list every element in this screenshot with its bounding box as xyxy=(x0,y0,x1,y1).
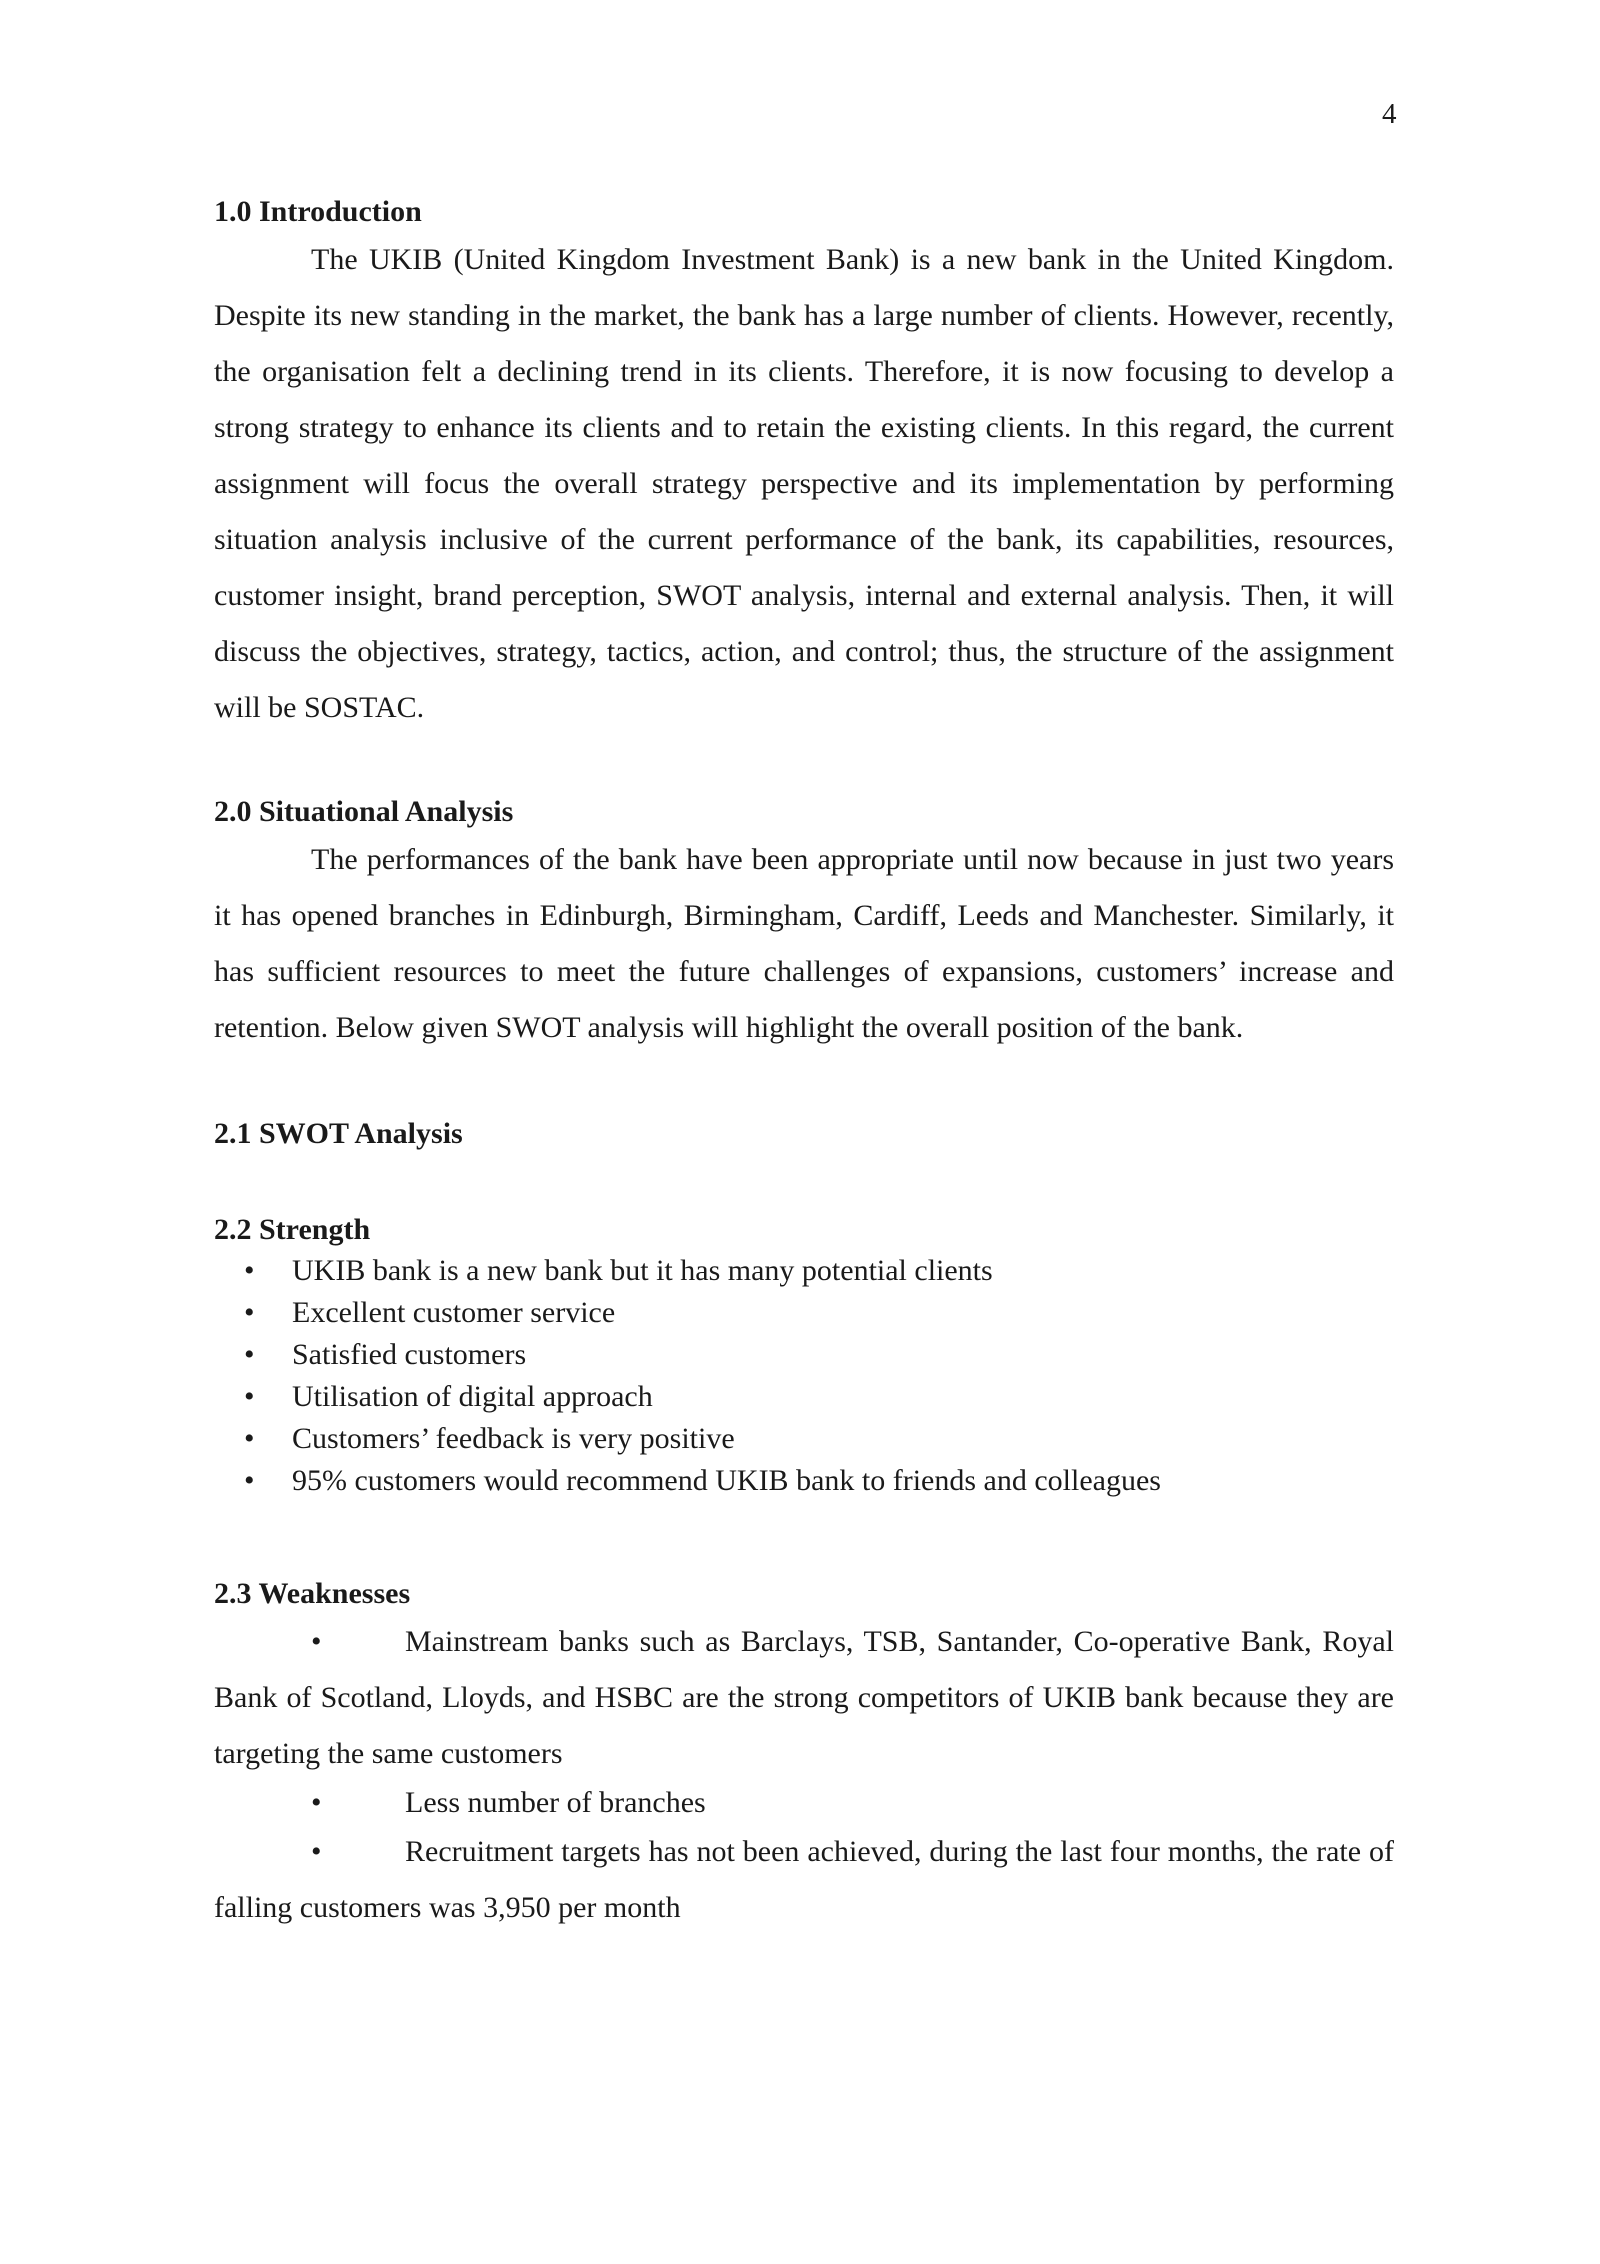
situational-paragraph: The performances of the bank have been appropriate until now because in just two years it has opened branches in Edinburgh, Birmingham, Cardiff, Leeds and Manchester. Similarly, it has sufficient resources to meet the future challenges of expansions, customers’ increase and retention. Below given SWOT analysis will highlight the overall position of the bank. xyxy=(214,843,1394,1044)
weaknesses-heading: 2.3 Weaknesses xyxy=(214,1577,411,1610)
bullet-icon: • xyxy=(311,1625,322,1658)
list-item xyxy=(214,1376,1394,1418)
strength-heading: 2.2 Strength xyxy=(214,1213,371,1246)
list-item xyxy=(214,1460,1394,1502)
swot-heading: 2.1 SWOT Analysis xyxy=(214,1117,463,1150)
bullet-icon: • xyxy=(244,1254,255,1287)
bullet-icon: • xyxy=(244,1422,255,1455)
page-number: 4 xyxy=(1382,98,1397,130)
document-body xyxy=(214,192,1394,1936)
spacer xyxy=(214,1502,1394,1574)
spacer xyxy=(214,1154,1394,1210)
spacer xyxy=(214,1056,1394,1114)
bullet-icon: • xyxy=(311,1835,322,1868)
situational-heading: 2.0 Situational Analysis xyxy=(214,795,514,828)
bullet-icon: • xyxy=(244,1338,255,1371)
list-item xyxy=(214,1334,1394,1376)
strength-item-text: UKIB bank is a new bank but it has many potential clients xyxy=(292,1254,993,1287)
strength-item-text: 95% customers would recommend UKIB bank to friends and colleagues xyxy=(292,1464,1161,1497)
bullet-icon: • xyxy=(244,1296,255,1329)
strength-item-text: Utilisation of digital approach xyxy=(292,1380,653,1413)
weakness-item xyxy=(214,1824,1394,1936)
weakness-item xyxy=(214,1782,1394,1824)
intro-heading: 1.0 Introduction xyxy=(214,195,422,228)
weakness-item-text: Mainstream banks such as Barclays, TSB, Santander, Co-operative Bank, Royal Bank of Scotland, Lloyds, and HSBC are the strong competitors of UKIB bank because they are targeting the same customers xyxy=(214,1625,1394,1770)
bullet-icon: • xyxy=(244,1380,255,1413)
intro-paragraph: The UKIB (United Kingdom Investment Bank) is a new bank in the United Kingdom. Despite its new standing in the market, the bank has a large number of clients. However, recently, the organisation felt a declining trend in its clients. Therefore, it is now focusing to develop a strong strategy to enhance its clients and to retain the existing clients. In this regard, the current assignment will focus the overall strategy perspective and its implementation by performing situation analysis inclusive of the current performance of the bank, its capabilities, resources, customer insight, brand perception, SWOT analysis, internal and external analysis. Then, it will discuss the objectives, strategy, tactics, action, and control; thus, the structure of the assignment will be SOSTAC. xyxy=(214,243,1394,724)
bullet-icon: • xyxy=(244,1464,255,1497)
weakness-item xyxy=(214,1614,1394,1782)
list-item xyxy=(214,1418,1394,1460)
weakness-item-text: Less number of branches xyxy=(405,1786,706,1819)
spacer xyxy=(214,736,1394,792)
strength-item-text: Satisfied customers xyxy=(292,1338,527,1371)
strength-list xyxy=(214,1250,1394,1502)
list-item xyxy=(214,1292,1394,1334)
list-item xyxy=(214,1250,1394,1292)
weakness-item-text: Recruitment targets has not been achieved, during the last four months, the rate of falling customers was 3,950 per month xyxy=(214,1835,1394,1924)
strength-item-text: Customers’ feedback is very positive xyxy=(292,1422,735,1455)
bullet-icon: • xyxy=(311,1786,322,1819)
strength-item-text: Excellent customer service xyxy=(292,1296,616,1329)
